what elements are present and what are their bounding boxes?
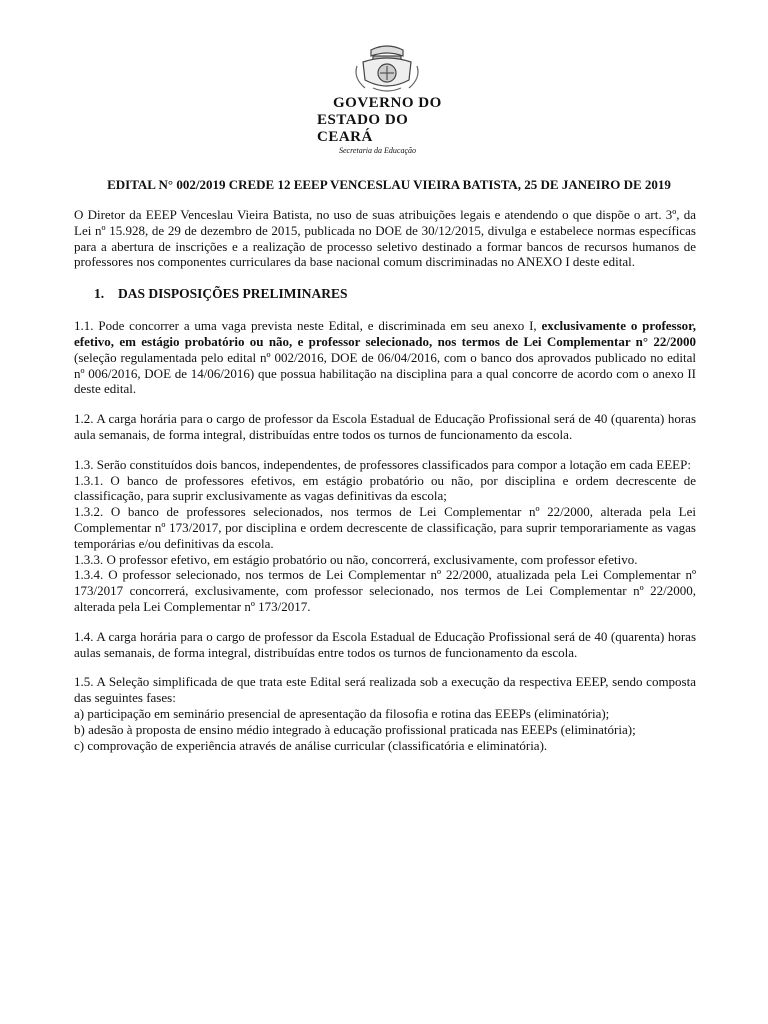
paragraph-1-3-4: 1.3.4. O professor selecionado, nos termos de Lei Complementar nº 22/2000, atualizada pela Lei Complementar nº 173/2017 concorrerá, exclusivamente, com professor selecionado, nos termos de Lei Complementar nº 22/2000, alterada pela Lei Complementar nº 173/2017.: [74, 567, 696, 614]
paragraph-1-1: [74, 318, 696, 397]
org-name-line2: ESTADO DO CEARÁ: [317, 112, 409, 145]
paragraph-1-5-b: b) adesão à proposta de ensino médio integrado à educação profissional praticada nas EEEPs (eliminatória);: [74, 721, 636, 737]
paragraph-1-2: 1.2. A carga horária para o cargo de professor da Escola Estadual de Educação Profissional será de 40 (quarenta) horas aula semanais, de forma integral, distribuídas entre todos os turnos de funcionamento da escola.: [74, 411, 696, 442]
paragraph-1-1-text-c: (seleção regulamentada pelo edital nº 002/2016, DOE de 06/04/2016, com o banco dos aprovados publicado no edital nº 006/2016, DOE de 14/06/2016) que possua habilitação na disciplina para a qual concorre de acordo com o anexo II deste edital.: [74, 349, 696, 397]
section-heading: [94, 286, 696, 302]
header-logo-text: [317, 95, 465, 156]
paragraph-1-5: 1.5. A Seleção simplificada de que trata este Edital será realizada sob a execução da respectiva EEEP, sendo composta das seguintes fases:: [74, 674, 696, 706]
paragraph-1-1-text-a: 1.1. Pode concorrer a uma vaga prevista neste Edital, e discriminada em seu anexo I,: [74, 318, 542, 334]
paragraph-1-3-2: 1.3.2. O banco de professores selecionados, nos termos de Lei Complementar nº 22/2000, alterada pela Lei Complementar nº 173/2017, por disciplina e ordem decrescente de classificação, para suprir temporariamente as vagas temporárias e/ou definitivas da escola.: [74, 504, 696, 551]
intro-paragraph: O Diretor da EEEP Venceslau Vieira Batista, no uso de suas atribuições legais e atendendo o que dispõe o art. 3º, da Lei nº 15.928, de 29 de dezembro de 2015, publicada no DOE de 30/12/2015, divulga e estabelece normas específicas para a abertura de inscrições e a realização de processo seletivo destinado a formar bancos de recursos humanos de professores nos componentes curriculares da base nacional comum discriminadas no ANEXO I deste edital.: [74, 207, 696, 270]
paragraph-1-1-bold: exclusivamente o professor, efetivo, em estágio probatório ou não, e professor selecionado, nos termos de Lei Complementar n° 22/2000: [74, 318, 696, 349]
paragraph-1-5-a: a) participação em seminário presencial de apresentação da filosofia e rotina das EEEPs (eliminatória);: [74, 705, 610, 721]
section-number: 1.: [94, 286, 105, 302]
paragraph-1-5-c: c) comprovação de experiência através de análise curricular (classificatória e eliminatória).: [74, 737, 548, 753]
paragraph-1-4: 1.4. A carga horária para o cargo de professor da Escola Estadual de Educação Profissional será de 40 (quarenta) horas aulas semanais, de forma integral, distribuídas entre todos os turnos de funcionamento da escola.: [74, 628, 696, 660]
document-body: [74, 207, 696, 753]
document-title: EDITAL N° 002/2019 CREDE 12 EEEP VENCESLAU VIEIRA BATISTA, 25 DE JANEIRO DE 2019: [107, 177, 671, 192]
paragraph-1-3-3: 1.3.3. O professor efetivo, em estágio probatório ou não, concorrerá, exclusivamente, com professor efetivo.: [74, 551, 638, 567]
paragraph-1-3: 1.3. Serão constituídos dois bancos, independentes, de professores classificados para compor a lotação em cada EEEP:: [74, 456, 691, 472]
paragraph-1-3-1: 1.3.1. O banco de professores efetivos, em estágio probatório ou não, por disciplina e ordem decrescente de classificação, para suprir exclusivamente as vagas definitivas da escola;: [74, 472, 696, 504]
org-name-line1: GOVERNO DO: [333, 95, 442, 111]
org-department: Secretaria da Educação: [339, 146, 417, 155]
section-title: DAS DISPOSIÇÕES PRELIMINARES: [118, 286, 348, 302]
